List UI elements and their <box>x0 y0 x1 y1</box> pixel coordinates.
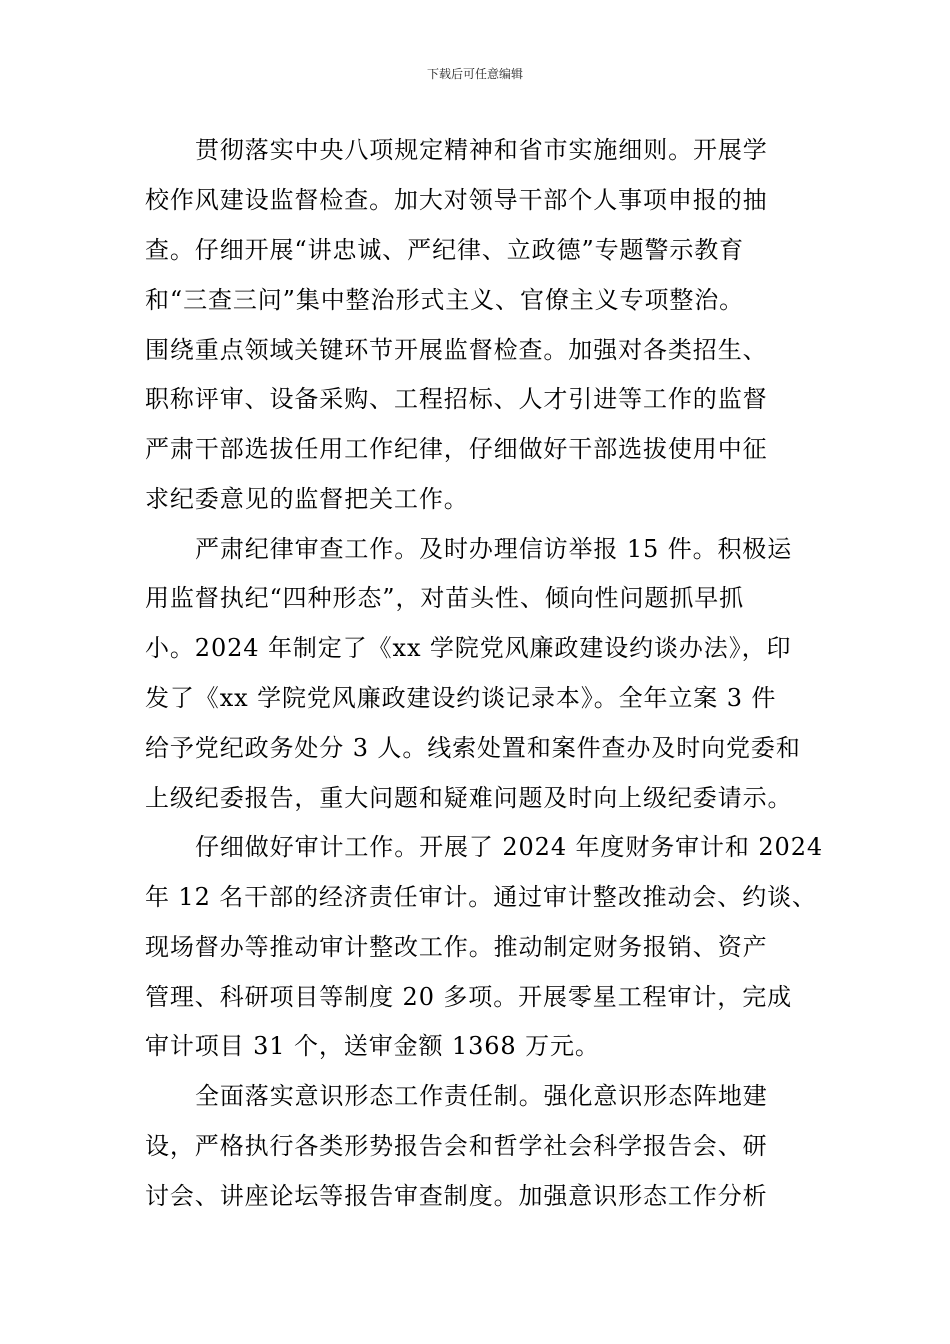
text-line: 严肃纪律审查工作。及时办理信访举报 15 件。积极运 <box>195 535 793 563</box>
text-line: 求纪委意见的监督把关工作。 <box>145 485 469 513</box>
text-line: 围绕重点领域关键环节开展监督检查。加强对各类招生、 <box>145 336 768 364</box>
text-line: 仔细做好审计工作。开展了 2024 年度财务审计和 2024 <box>195 833 824 861</box>
text-line: 发了《xx 学院党风廉政建设约谈记录本》。全年立案 3 件 <box>145 684 777 712</box>
text-line: 审计项目 31 个，送审金额 1368 万元。 <box>145 1032 600 1060</box>
text-line: 校作风建设监督检查。加大对领导干部个人事项申报的抽 <box>145 186 768 214</box>
page-header: 下载后可任意编辑 <box>426 67 523 81</box>
text-line: 给予党纪政务处分 3 人。线索处置和案件查办及时向党委和 <box>145 734 801 762</box>
text-line: 管理、科研项目等制度 20 多项。开展零星工程审计，完成 <box>145 983 792 1011</box>
text-line: 严肃干部选拔任用工作纪律，仔细做好干部选拔使用中征 <box>145 435 768 463</box>
text-line: 讨会、讲座论坛等报告审查制度。加强意识形态工作分析 <box>145 1182 768 1210</box>
text-line: 查。仔细开展“讲忠诚、严纪律、立政德”专题警示教育 <box>145 236 745 264</box>
text-line: 全面落实意识形态工作责任制。强化意识形态阵地建 <box>195 1082 768 1110</box>
text-line: 和“三查三问”集中整治形式主义、官僚主义专项整治。 <box>145 286 745 314</box>
text-line: 小。2024 年制定了《xx 学院党风廉政建设约谈办法》，印 <box>145 634 792 662</box>
text-line: 用监督执纪“四种形态”，对苗头性、倾向性问题抓早抓 <box>145 584 745 612</box>
text-line: 贯彻落实中央八项规定精神和省市实施细则。开展学 <box>195 136 768 164</box>
text-line: 上级纪委报告，重大问题和疑难问题及时向上级纪委请示。 <box>145 784 793 812</box>
text-line: 年 12 名干部的经济责任审计。通过审计整改推动会、约谈、 <box>145 883 817 911</box>
text-line: 职称评审、设备采购、工程招标、人才引进等工作的监督 <box>145 385 768 413</box>
text-line: 设，严格执行各类形势报告会和哲学社会科学报告会、研 <box>145 1132 768 1160</box>
text-line: 现场督办等推动审计整改工作。推动制定财务报销、资产 <box>145 933 768 961</box>
